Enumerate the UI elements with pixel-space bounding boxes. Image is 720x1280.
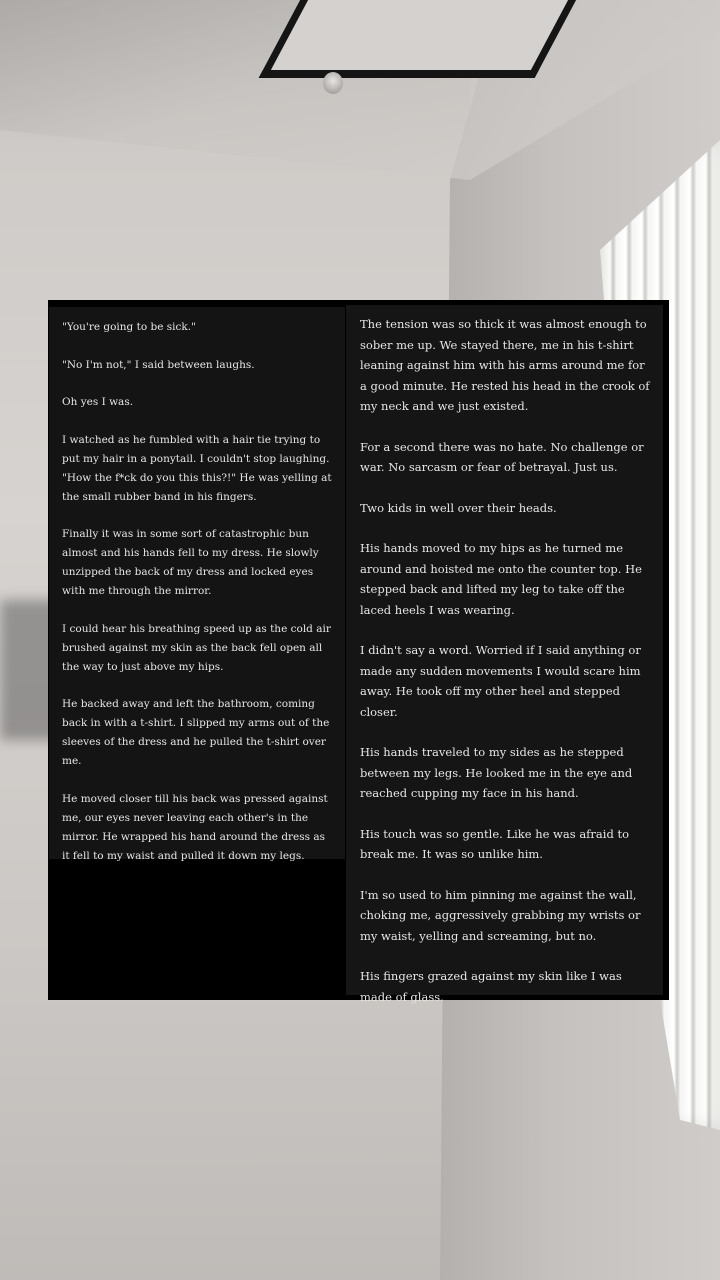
story-paragraph: His hands moved to my hips as he turned me around and hoisted me onto the counter top. He stepped back and lifted my leg to take off the laced heels I was wearing. <box>360 541 642 617</box>
story-paragraph: His touch was so gentle. Like he was afraid to break me. It was so unlike him. <box>360 826 630 861</box>
story-screenshots <box>48 300 669 1004</box>
story-paragraph: Two kids in well over their heads. <box>360 500 557 515</box>
story-panel-left <box>49 307 345 862</box>
story-paragraph: "You're going to be sick." <box>62 321 196 333</box>
story-paragraph: "No I'm not," I said between laughs. <box>62 358 255 371</box>
story-paragraph: I'm so used to him pinning me against the wall, choking me, aggressively grabbing my wrists or my waist, yelling and screaming, but no. <box>360 887 641 943</box>
story-panel-right <box>346 305 663 1004</box>
smoke-detector <box>323 72 343 94</box>
story-paragraph: For a second there was no hate. No challenge or war. No sarcasm or fear of betrayal. Just us. <box>360 439 644 474</box>
story-paragraph: I didn't say a word. Worried if I said anything or made any sudden movements I would scare him away. He took off my other heel and stepped closer. <box>360 643 641 719</box>
story-paragraph: His hands traveled to my sides as he stepped between my legs. He looked me in the eye and reached cupping my face in his hand. <box>360 745 633 800</box>
story-paragraph: Oh yes I was. <box>62 396 134 408</box>
story-paragraph: Finally it was in some sort of catastrophic bun almost and his hands fell to my dress. He slowly unzipped the back of my dress and locked eyes with me through the mirror. <box>62 528 319 597</box>
story-paragraph: His fingers grazed against my skin like I was made of glass. <box>360 969 622 1004</box>
story-paragraph: He backed away and left the bathroom, coming back in with a t-shirt. I slipped my arms out of the sleeves of the dress and he pulled the t-shirt over me. <box>62 698 330 767</box>
story-paragraph: He moved closer till his back was pressed against me, our eyes never leaving each other's in the mirror. He wrapped his hand around the dress as it fell to my waist and pulled it down my legs. <box>62 792 328 862</box>
story-paragraph: I watched as he fumbled with a hair tie trying to put my hair in a ponytail. I couldn't stop laughing. "How the f*ck do you this this?!" He was yelling at the small rubber band in his fingers. <box>62 433 332 503</box>
story-paragraph: The tension was so thick it was almost enough to sober me up. We stayed there, me in his t-shirt leaning against him with his arms around me for a good minute. He rested his head in the crook of my neck and we just existed. <box>360 317 650 413</box>
story-paragraph: I could hear his breathing speed up as the cold air brushed against my skin as the back fell open all the way to just above my hips. <box>62 622 331 673</box>
